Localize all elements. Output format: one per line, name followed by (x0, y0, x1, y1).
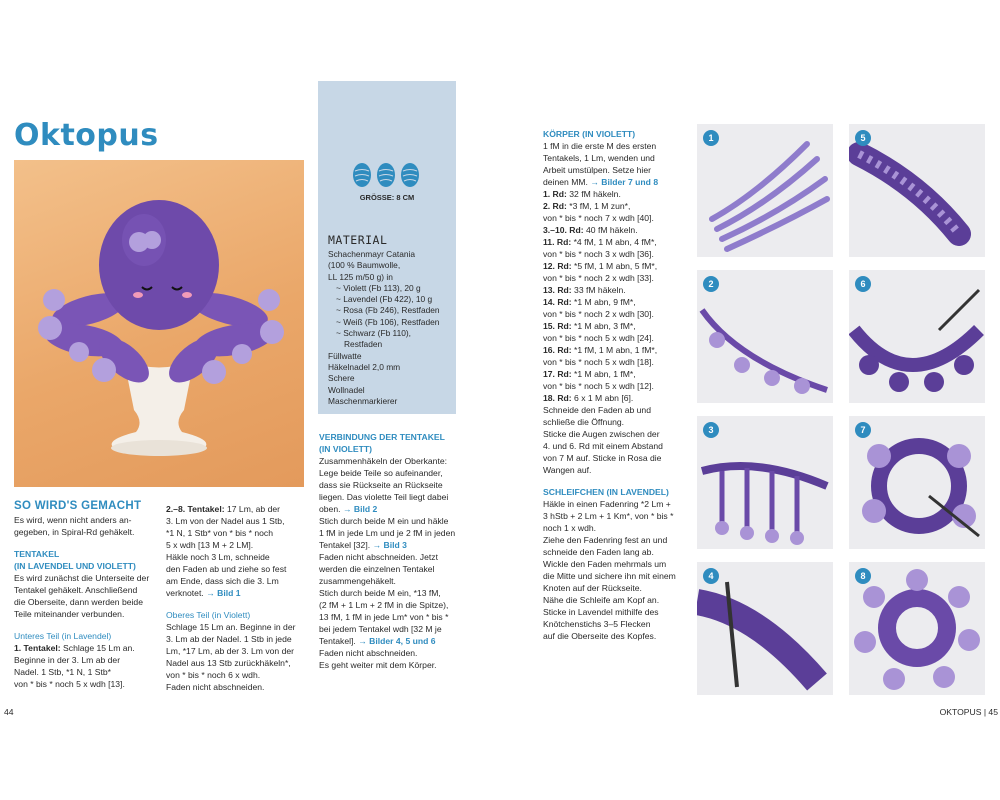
round-row: 15. Rd: *1 M abn, 3 fM*, (543, 321, 636, 331)
step-photo-5 (849, 124, 985, 257)
unteres-heading: Unteres Teil (in Lavendel) (14, 631, 112, 641)
round-row: von * bis * noch 2 x wdh [30]. (543, 309, 654, 319)
step-photo-3 (697, 416, 833, 549)
col2: 2.–8. Tentakel: 17 Lm, ab der 3. Lm von der Nadel aus 1 Stb, *1 N, 1 Stb* von * bis * noch 5 x wdh [13 M + 2 LM]. Häkle noch 3 Lm, schneide den Faden ab und ziehe so fest am Ende, dass sich die 3. Lm verknotet. → Bild 1 Oberes Teil (in Violett) Schlage 15 Lm an. Beginne in der 3. Lm ab der Nadel. 1 Stb in jede Lm, *17 Lm, ab der 3. Lm von der Nadel aus 13 Stb zurückhäkeln*, von * bis * noch 6 x wdh. Faden nicht abschneiden. (166, 503, 316, 693)
figure-ref: → Bilder 7 und 8 (590, 177, 659, 187)
step-photo-7 (849, 416, 985, 549)
step-number: 5 (855, 130, 871, 146)
schleifchen-heading: SCHLEIFCHEN (IN LAVENDEL) (543, 487, 669, 497)
figure-ref: → Bild 1 (206, 588, 241, 598)
page-title: Oktopus (14, 118, 159, 153)
round-row: 17. Rd: *1 M abn, 1 fM*, (543, 369, 636, 379)
round-row: von * bis * noch 3 x wdh [36]. (543, 249, 654, 259)
octopus-photo (14, 160, 304, 487)
oberes-heading: Oberes Teil (in Violett) (166, 610, 251, 620)
col3: VERBINDUNG DER TENTAKEL (IN VIOLETT) Zusammenhäkeln der Oberkante: Lege beide Teile so aufeinander, dass sie Rückseite an Rückseite liegen. Das violette Teil liegt dabei oben. → Bild 2 Stich durch beide M ein und häkle 1 fM in jede Lm und je 2 fM in jeden Tentakel [32]. → Bild 3 Faden nicht abschneiden. Jetzt werden die einzelnen Tentakel zusammengehäkelt. Stich durch beide M ein, *13 fM, (2 fM + 1 Lm + 2 fM in die Spitze), 13 fM, 1 fM in jede Lm* von * bis * bei jedem Tentakel wdh [32 M je Tentakel]. → Bilder 4, 5 und 6 Faden nicht abschneiden. Es geht weiter mit dem Körper. (319, 431, 464, 671)
round-list (543, 188, 693, 404)
col1: SO WIRD'S GEMACHT Es wird, wenn nicht anders an- gegeben, in Spiral-Rd gehäkelt. TENTAKEL (IN LAVENDEL UND VIOLETT) Es wird zunächst die Unterseite der Tentakel gehäkelt. Anschließend die Oberseite, dann werden beide Teile miteinander verbunden. Unteres Teil (in Lavendel) 1. Tentakel: Schlage 15 Lm an. Beginne in der 3. Lm ab der Nadel. 1 Stb, *1 N, 1 Stb* von * bis * noch 5 x wdh [13]. (14, 500, 164, 690)
figure-ref: → Bild 3 (372, 540, 407, 550)
step-photo-1 (697, 124, 833, 257)
col4: KÖRPER (IN VIOLETT) 1 fM in die erste M des ersten Tentakels, 1 Lm, wenden und Arbeit umstülpen. Setze hier deinen MM. → Bilder 7 und 8 1. Rd: 32 fM häkeln. 2. Rd: *3 fM, 1 M zun*, von * bis * noch 7 x wdh [40]. 3.–10. Rd: 40 fM häkeln. 11. Rd: *4 fM, 1 M abn, 4 fM*, von * bis * noch 3 x wdh [36]. 12. Rd: *5 fM, 1 M abn, 5 fM*, von * bis * noch 2 x wdh [33]. 13. Rd: 33 fM häkeln. 14. Rd: *1 M abn, 9 fM*, von * bis * noch 2 x wdh [30]. 15. Rd: *1 M abn, 3 fM*, von * bis * noch 5 x wdh [24]. 16. Rd: *1 fM, 1 M abn, 1 fM*, von * bis * noch 5 x wdh [18]. 17. Rd: *1 M abn, 1 fM*, von * bis * noch 5 x wdh [12]. 18. Rd: 6 x 1 M abn [6]. Schneide den Faden ab und schließe die Öffnung. Sticke die Augen zwischen der 4. und 6. Rd mit einem Abstand von 7 M auf. Sticke in Rosa die Wangen auf. SCHLEIFCHEN (IN LAVENDEL) Häkle in einen Fadenring *2 Lm + 3 hStb + 2 Lm + 1 Km*, von * bis * noch 1 x wdh. Ziehe den Fadenring fest an und schneide den Faden lang ab. Wickle den Faden mehrmals um die Mitte und sichere ihn mit einem Knoten auf der Rückseite. Nähe die Schleife am Kopf an. Sticke in Lavendel mithilfe des Knötchenstichs 3–5 Flecken auf die Oberseite des Kopfes. (543, 128, 693, 642)
step-photo-2 (697, 270, 833, 403)
round-row: 1. Rd: 32 fM häkeln. (543, 189, 621, 199)
step-number: 7 (855, 422, 871, 438)
step-photo-4 (697, 562, 833, 695)
round-row: von * bis * noch 7 x wdh [40]. (543, 213, 654, 223)
koerper-heading: KÖRPER (IN VIOLETT) (543, 129, 636, 139)
page-number-right: OKTOPUS | 45 (939, 707, 998, 717)
round-row: 12. Rd: *5 fM, 1 M abn, 5 fM*, (543, 261, 658, 271)
step-number: 4 (703, 568, 719, 584)
round-row: 2. Rd: *3 fM, 1 M zun*, (543, 201, 631, 211)
step-number: 6 (855, 276, 871, 292)
page-number-left: 44 (4, 707, 14, 717)
round-row: 18. Rd: 6 x 1 M abn [6]. (543, 393, 634, 403)
step-photo-6 (849, 270, 985, 403)
verbindung-heading: VERBINDUNG DER TENTAKEL (319, 432, 445, 442)
material-heading: MATERIAL (328, 233, 388, 247)
figure-ref: → Bilder 4, 5 und 6 (358, 636, 436, 646)
step-number: 3 (703, 422, 719, 438)
section-heading: SO WIRD'S GEMACHT (14, 500, 142, 512)
round-row: 11. Rd: *4 fM, 1 M abn, 4 fM*, (543, 237, 657, 247)
round-row: 14. Rd: *1 M abn, 9 fM*, (543, 297, 636, 307)
round-row: 13. Rd: 33 fM häkeln. (543, 285, 626, 295)
yarn-ball-icons (352, 161, 422, 194)
round-row: von * bis * noch 5 x wdh [12]. (543, 381, 654, 391)
round-row: von * bis * noch 5 x wdh [18]. (543, 357, 654, 367)
step-number: 8 (855, 568, 871, 584)
tentakel-heading: TENTAKEL (14, 549, 60, 559)
step-number: 2 (703, 276, 719, 292)
size-label: GRÖSSE: 8 CM (359, 193, 415, 202)
round-row: 3.–10. Rd: 40 fM häkeln. (543, 225, 638, 235)
step-number: 1 (703, 130, 719, 146)
round-row: von * bis * noch 2 x wdh [33]. (543, 273, 654, 283)
material-sidebar: GRÖSSE: 8 CM MATERIAL Schachenmayr Catania (100 % Baumwolle, LL 125 m/50 g) in ~ Violett (Fb 113), 20 g ~ Lavendel (Fb 422), 10 g ~ Rosa (Fb 246), Restfaden ~ Weiß (Fb 106), Restfaden ~ Schwarz (Fb 110), Restfaden Füllwatte Häkelnadel 2,0 mm Schere Wollnadel Maschenmarkierer (318, 81, 456, 414)
round-row: 16. Rd: *1 fM, 1 M abn, 1 fM*, (543, 345, 658, 355)
step-photo-8 (849, 562, 985, 695)
round-row: von * bis * noch 5 x wdh [24]. (543, 333, 654, 343)
figure-ref: → Bild 2 (342, 504, 378, 514)
